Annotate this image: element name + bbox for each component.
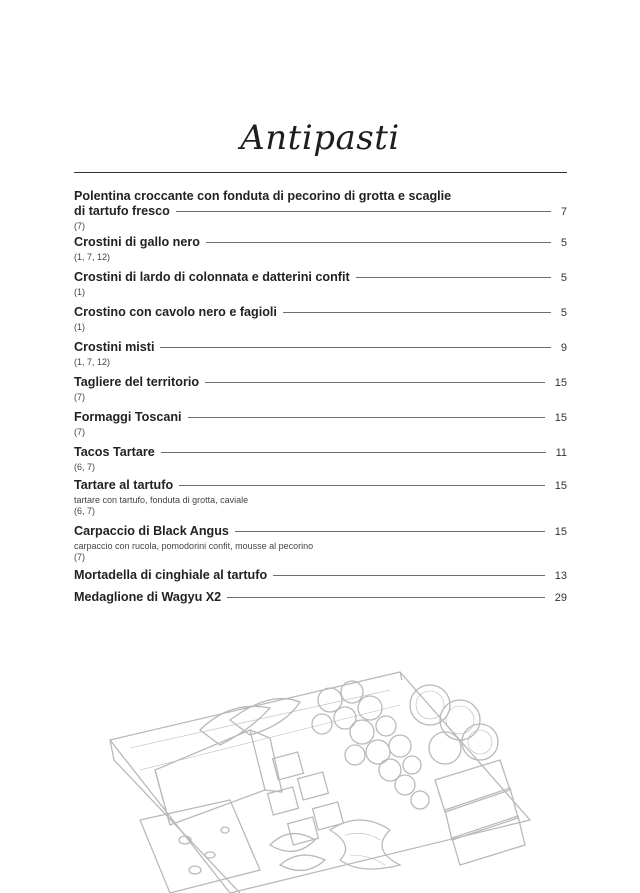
item-name: Tartare al tartufo bbox=[74, 478, 174, 492]
item-price: 15 bbox=[554, 412, 567, 424]
menu-item bbox=[74, 524, 567, 568]
item-name-line1: Polentina croccante con fonduta di pecorino di grotta e scaglie bbox=[74, 189, 452, 203]
item-name: Tacos Tartare bbox=[74, 445, 155, 459]
dotted-leader bbox=[160, 347, 550, 348]
item-price: 29 bbox=[554, 592, 567, 604]
item-name: Tagliere del territorio bbox=[74, 375, 200, 389]
item-price: 5 bbox=[560, 237, 567, 249]
item-name: di tartufo fresco bbox=[74, 204, 170, 218]
item-name: Mortadella di cinghiale al tartufo bbox=[74, 568, 268, 582]
menu-list bbox=[74, 188, 567, 612]
dotted-leader bbox=[227, 597, 545, 598]
item-allergens: (1, 7, 12) bbox=[74, 357, 111, 367]
item-allergens: (6, 7) bbox=[74, 462, 96, 472]
menu-item bbox=[74, 445, 567, 478]
item-allergens: (7) bbox=[74, 392, 85, 402]
title-divider bbox=[74, 172, 567, 173]
dotted-leader bbox=[205, 382, 545, 383]
item-line bbox=[74, 340, 567, 357]
item-line bbox=[74, 590, 567, 607]
dotted-leader bbox=[176, 211, 551, 212]
item-name: Crostini misti bbox=[74, 340, 155, 354]
dotted-leader bbox=[179, 485, 545, 486]
dotted-leader bbox=[206, 242, 551, 243]
item-allergens: (7) bbox=[74, 221, 85, 231]
page-title: Antipasti bbox=[240, 118, 400, 158]
item-allergens: (7) bbox=[74, 552, 85, 562]
item-allergens: (1) bbox=[74, 322, 85, 332]
item-name: Crostini di lardo di colonnata e datterini confit bbox=[74, 270, 350, 284]
item-price: 5 bbox=[560, 272, 567, 284]
item-name: Crostini di gallo nero bbox=[74, 235, 200, 249]
item-line bbox=[74, 375, 567, 392]
item-price: 11 bbox=[555, 447, 567, 459]
item-line bbox=[74, 235, 567, 252]
menu-item bbox=[74, 188, 567, 235]
item-name: Medaglione di Wagyu X2 bbox=[74, 590, 222, 604]
menu-item bbox=[74, 340, 567, 375]
item-line bbox=[74, 568, 567, 585]
menu-item bbox=[74, 590, 567, 612]
dotted-leader bbox=[283, 312, 551, 313]
dotted-leader bbox=[273, 575, 545, 576]
item-allergens: (1) bbox=[74, 287, 85, 297]
menu-item bbox=[74, 305, 567, 340]
item-price: 15 bbox=[554, 480, 567, 492]
menu-item bbox=[74, 235, 567, 270]
menu-item bbox=[74, 410, 567, 445]
item-price: 15 bbox=[554, 526, 567, 538]
item-price: 7 bbox=[560, 206, 567, 218]
item-line bbox=[74, 410, 567, 427]
dotted-leader bbox=[188, 417, 545, 418]
menu-item bbox=[74, 478, 567, 524]
item-line bbox=[74, 445, 567, 462]
item-line bbox=[74, 305, 567, 322]
item-price: 9 bbox=[560, 342, 567, 354]
dotted-leader bbox=[161, 452, 546, 453]
dotted-leader bbox=[235, 531, 545, 532]
menu-item bbox=[74, 270, 567, 305]
menu-item bbox=[74, 375, 567, 410]
item-line bbox=[74, 478, 567, 495]
charcuterie-board-illustration bbox=[100, 660, 540, 893]
menu-item bbox=[74, 568, 567, 590]
item-price: 5 bbox=[560, 307, 567, 319]
item-description: carpaccio con rucola, pomodorini confit, mousse al pecorino bbox=[74, 541, 314, 551]
item-line bbox=[74, 270, 567, 287]
item-allergens: (7) bbox=[74, 427, 85, 437]
item-line bbox=[74, 524, 567, 541]
item-line bbox=[74, 204, 567, 221]
item-name: Crostino con cavolo nero e fagioli bbox=[74, 305, 277, 319]
dotted-leader bbox=[356, 277, 551, 278]
item-price: 15 bbox=[554, 377, 567, 389]
item-allergens: (1, 7, 12) bbox=[74, 252, 111, 262]
item-description: tartare con tartufo, fonduta di grotta, caviale bbox=[74, 495, 249, 505]
item-allergens: (6, 7) bbox=[74, 506, 96, 516]
item-price: 13 bbox=[554, 570, 567, 582]
item-name: Formaggi Toscani bbox=[74, 410, 182, 424]
item-name: Carpaccio di Black Angus bbox=[74, 524, 229, 538]
